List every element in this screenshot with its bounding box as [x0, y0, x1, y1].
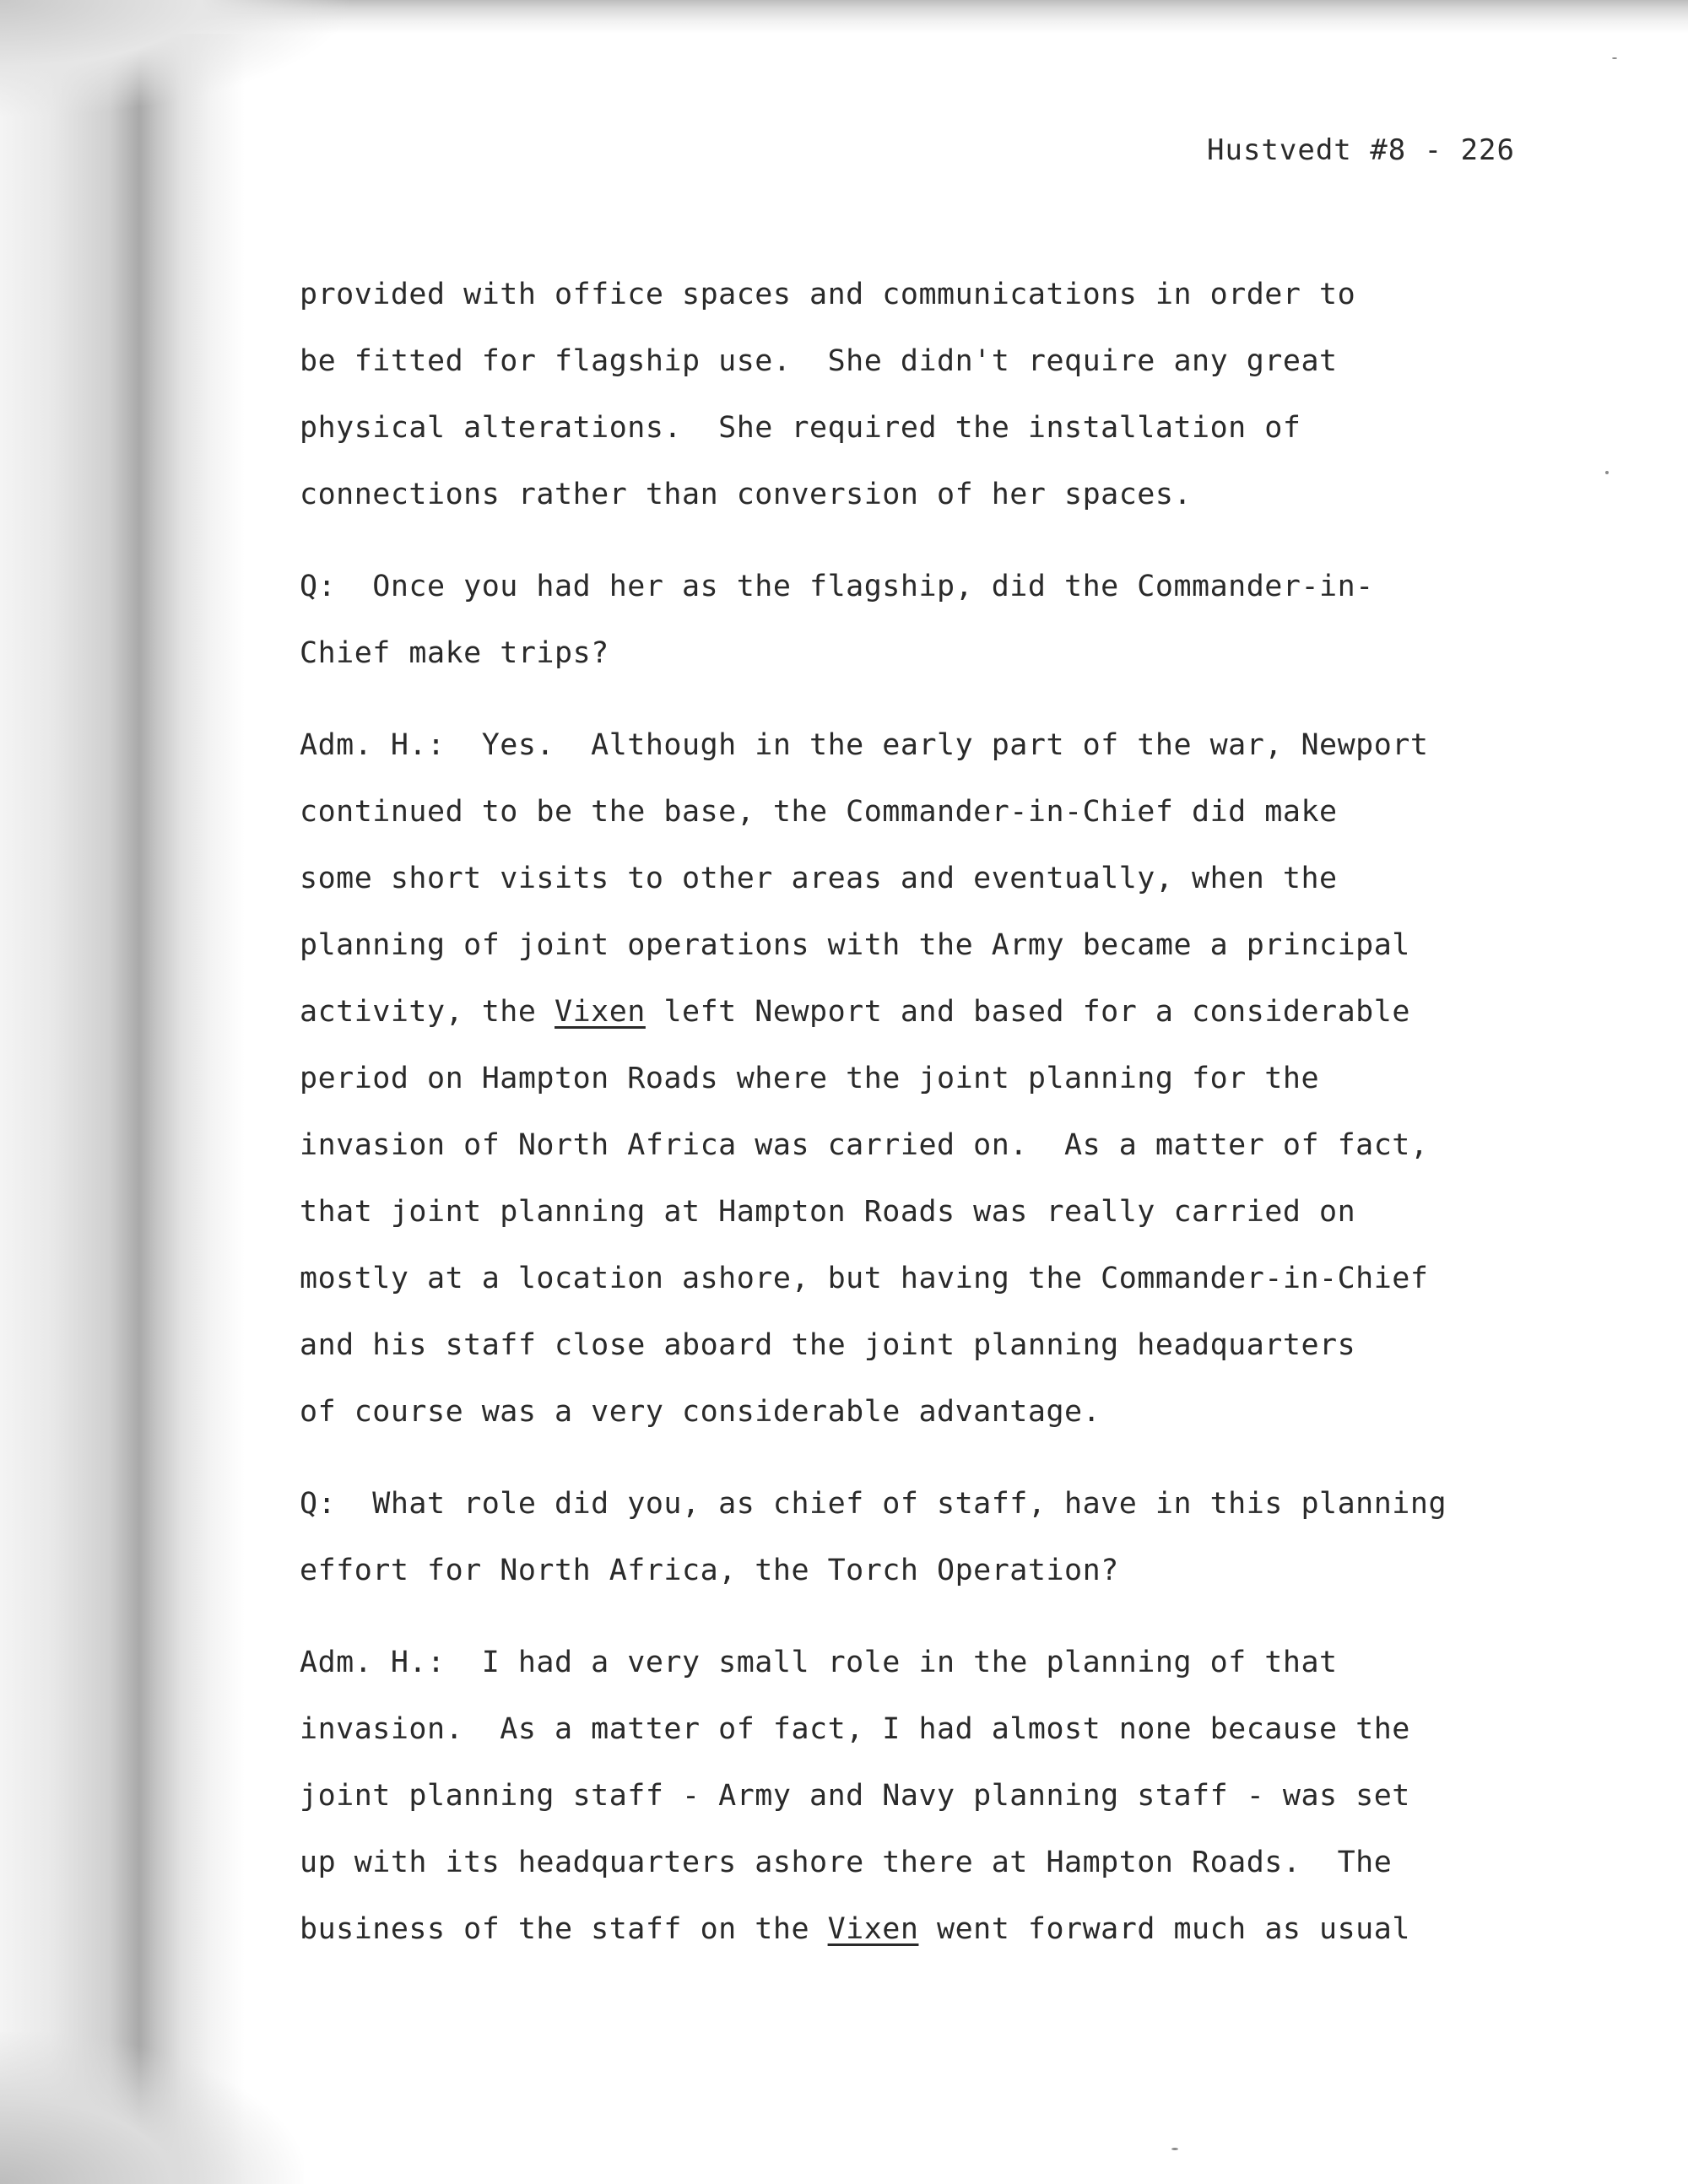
text-segment: went forward much as usual — [918, 1912, 1410, 1946]
transcript-body — [300, 262, 1599, 1963]
top-corner-shadow — [0, 0, 354, 118]
text-line: invasion. As a matter of fact, I had almost none because the — [300, 1712, 1410, 1746]
bottom-corner-shadow — [0, 2032, 304, 2184]
scan-speck — [1612, 57, 1617, 59]
binding-shadow — [0, 0, 245, 2184]
text-line: effort for North Africa, the Torch Operation? — [300, 1554, 1119, 1587]
answer-1 — [300, 712, 1599, 1446]
page-header: Hustvedt #8 - 226 — [1207, 133, 1515, 167]
text-line: continued to be the base, the Commander-in-Chief did make — [300, 795, 1338, 829]
text-line: connections rather than conversion of her spaces. — [300, 478, 1193, 511]
text-line: physical alterations. She required the installation of — [300, 411, 1301, 445]
text-line: Q: Once you had her as the flagship, did the Commander-in- — [300, 570, 1374, 603]
question-2 — [300, 1471, 1599, 1604]
text-line: and his staff close aboard the joint planning headquarters — [300, 1328, 1356, 1362]
text-line: invasion of North Africa was carried on. As a matter of fact, — [300, 1128, 1429, 1162]
text-line: period on Hampton Roads where the joint planning for the — [300, 1062, 1320, 1095]
text-line: that joint planning at Hampton Roads was really carried on — [300, 1195, 1356, 1229]
question-1 — [300, 554, 1599, 687]
text-line: Adm. H.: I had a very small role in the planning of that — [300, 1646, 1338, 1679]
text-line: Adm. H.: Yes. Although in the early part of the war, Newport — [300, 728, 1429, 762]
scan-speck — [1605, 471, 1609, 474]
answer-2 — [300, 1630, 1599, 1963]
text-segment: left Newport and based for a considerable — [645, 995, 1410, 1029]
text-line: Q: What role did you, as chief of staff, have in this planning — [300, 1487, 1447, 1521]
text-segment: business of the staff on the — [300, 1912, 828, 1946]
text-line: be fitted for flagship use. She didn't require any great — [300, 344, 1338, 378]
text-line: of course was a very considerable advantage. — [300, 1395, 1101, 1429]
scan-speck — [1171, 2148, 1178, 2150]
text-line: some short visits to other areas and eventually, when the — [300, 862, 1338, 895]
text-segment: activity, the — [300, 995, 555, 1029]
text-line: joint planning staff - Army and Navy planning staff - was set — [300, 1779, 1410, 1813]
text-line-with-ship-name — [300, 1896, 1599, 1963]
ship-name-vixen: Vixen — [827, 1912, 919, 1946]
text-line-with-ship-name — [300, 979, 1599, 1046]
text-line: planning of joint operations with the Army became a principal — [300, 928, 1410, 962]
paragraph-1 — [300, 262, 1599, 528]
text-line: Chief make trips? — [300, 636, 609, 670]
text-line: mostly at a location ashore, but having the Commander-in-Chief — [300, 1262, 1429, 1295]
text-line: up with its headquarters ashore there at Hampton Roads. The — [300, 1846, 1393, 1879]
text-line: provided with office spaces and communications in order to — [300, 278, 1356, 311]
ship-name-vixen: Vixen — [555, 995, 646, 1029]
